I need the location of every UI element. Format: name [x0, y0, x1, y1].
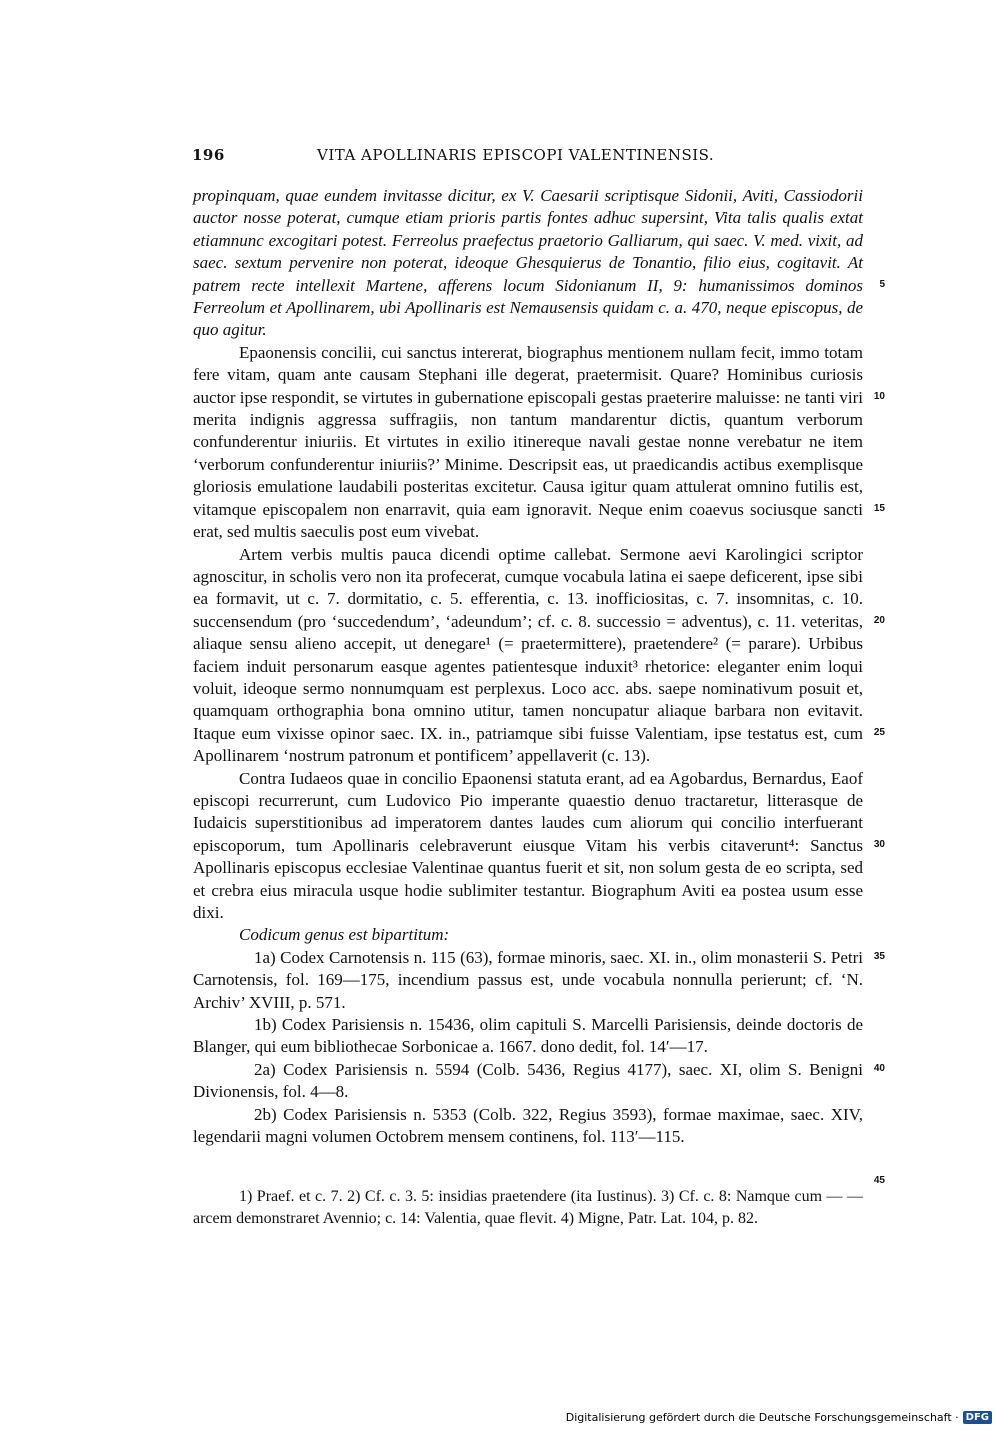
codex-entry: 2b) Codex Parisiensis n. 5353 (Colb. 322, Regius 3593), formae maximae, saec. XIV, legendarii magni volumen Octobrem mensem continens, fol. 113′—115. [193, 1104, 863, 1147]
footnote-text: 1) Praef. et c. 7. 2) Cf. c. 3. 5: insidias praetendere (ita Iustinus). 3) Cf. c. 8: Namque cum — — arcem demonstraret Avennio; c. 14: Valentia, quae flevit. 4) Migne, Patr. Lat. 104, p. 82. [193, 1188, 863, 1227]
paragraph: Artem verbis multis pauca dicendi optime callebat. Sermone aevi Karolingici scriptor agnoscitur, in scholis vero non ita profecerat, cumque vocabula latina ei saepe deficerent, ipse sibi ea formavit, ut c. 7. dormitatio, c. 5. efferentia, c. 13. inofficiositas, c. 7. insomnitas, c. 10. succensendum (pro ‘succedendum’, ‘adeundum’; cf. c. 8. successio = adventus), c. 11. veteritas, aliaque sensu alieno accepit, ut denegare¹ (= praetermittere), praetendere² (= parare). Urbibus faciem induit personarum easque agentes patientesque induxit³ rhetorice: eleganter enim loqui voluit, ideoque sermo nonnumquam est perplexus. Loco acc. abs. saepe nominativum posuit et, quamquam orthographia bona omnino utitur, tamen noncupatur aliaque barbara non evitavit. Itaque eum vixisse opinor saec. IX. in., patriamque sibi fuisse Valentiam, ipse testatus est, cum Apollinarem ‘nostrum patronum et pontificem’ appellaverit (c. 13). [193, 544, 863, 766]
line-number: 5 [879, 279, 885, 290]
line-number: 40 [873, 1063, 885, 1074]
line-number: 20 [873, 615, 885, 626]
line-number: 30 [873, 839, 885, 850]
codex-entry: 1b) Codex Parisiensis n. 15436, olim capituli S. Marcelli Parisiensis, deinde doctoris de Blanger, qui eum bibliothecae Sorbonicae a. 1667. dono dedit, fol. 14′—17. [193, 1015, 863, 1057]
footnotes [193, 1186, 863, 1230]
line-number: 45 [873, 1175, 885, 1186]
footer-text: Digitalisierung gefördert durch die Deutsche Forschungsgemeinschaft · [565, 1411, 959, 1424]
paragraph: Contra Iudaeos quae in concilio Epaonensi statuta erant, ad ea Agobardus, Bernardus, Eaof episcopi recurrerunt, cum Ludovico Pio imperante quaestio denuo tractaretur, litterasque de Iudaicis superstitionibus ad imperatorem dantes laudes cum aliorum qui concilio interfuerant episcoporum, tum Apollinaris celebraverunt eiusque Vitam his verbis citaverunt⁴: Sanctus Apollinaris episcopus ecclesiae Valentinae quantus fuerit et sit, non solum gesta de eo scripta, sed et crebra eius miracula usque hodie sublimiter testantur. Biographum Aviti ea postea usum esse dixi. [193, 768, 863, 922]
paragraph: Codicum genus est bipartitum: [239, 925, 450, 945]
paragraph: Epaonensis concilii, cui sanctus intererat, biographus mentionem nullam fecit, immo totam fere vitam, quam ante causam Stephani ille degerat, praetermisit. Quare? Hominibus curiosis auctor ipse respondit, se virtutes in gubernatione episcopali gestas praeterire maluisse: ne tanti viri merita indignis aggressa suffragiis, non tantum mandarentur dictis, quantum verborum confunderentur iniuriis. Et virtutes in exilio itinereque navali gestae nonne verebatur ne item ‘verborum confunderentur iniuriis?’ Minime. Descripsit eas, ut praedicandis actibus exemplisque gloriosis emulatione laudabili posteritas excitetur. Causa igitur quam attulerat omnino futilis est, vitamque episcopalem non enarravit, quia eam ignoravit. Neque enim coaevus sociusque sancti erat, sed multis saeculis post eum vivebat. [193, 342, 863, 542]
page-header [192, 146, 842, 170]
line-number: 35 [873, 951, 885, 962]
running-title: VITA APOLLINARIS EPISCOPI VALENTINENSIS. [317, 146, 715, 164]
line-number: 25 [873, 727, 885, 738]
main-text [193, 185, 885, 1186]
paragraph: propinquam, quae eundem invitasse dicitur, ex V. Caesarii scriptisque Sidonii, Aviti, Cassiodorii auctor nosse poterat, cumque etiam prioris partis fontes adhuc supersint, Vita talis qualis extat etiamnunc excogitari potest. Ferreolus praefectus praetorio Galliarum, qui saec. V. med. vixit, ad saec. sextum pervenire non poterat, ideoque Ghesquierus de Tonantio, filio eius, cogitavit. At patrem recte intellexit Martene, afferens locum Sidonianum II, 9: humanissimos dominos Ferreolum et Apollinarem, ubi Apollinaris est Nemausensis quidam c. a. 470, neque episcopus, de quo agitur. [193, 186, 863, 340]
line-number: 10 [873, 391, 885, 402]
dfg-logo: DFG [963, 1411, 992, 1424]
digitization-footer [566, 1411, 992, 1424]
codex-entry: 1a) Codex Carnotensis n. 115 (63), formae minoris, saec. XI. in., olim monasterii S. Petri Carnotensis, fol. 169—175, incendium passus est, unde vocabula nonnulla perierunt; cf. ‘N. Archiv’ XVIII, p. 571. [193, 947, 863, 1012]
line-number: 15 [873, 503, 885, 514]
codex-entry: 2a) Codex Parisiensis n. 5594 (Colb. 5436, Regius 4177), saec. XI, olim S. Benigni Divionensis, fol. 4—8. [193, 1059, 863, 1102]
page-number: 196 [192, 146, 225, 164]
